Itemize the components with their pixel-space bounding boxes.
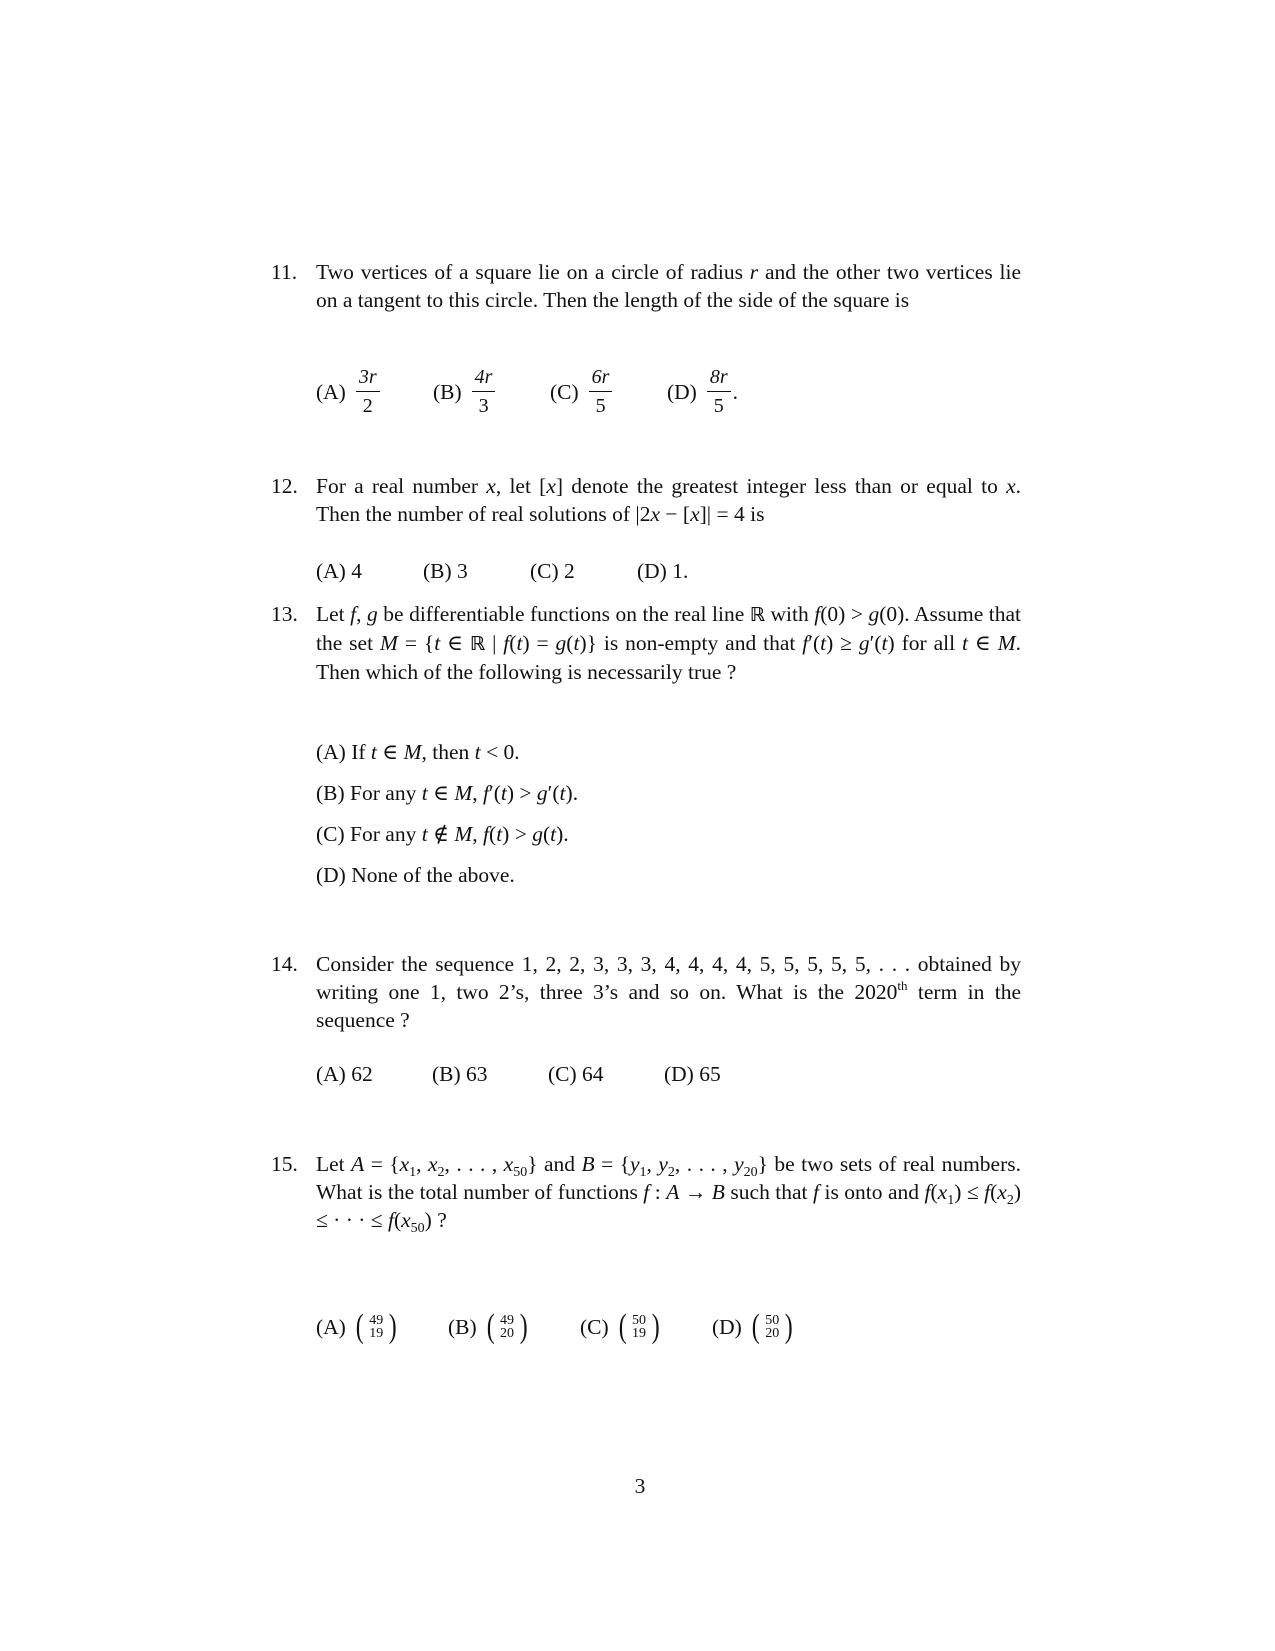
option-d[interactable]: (D) $\frac{8r}{5}$ . xyxy=(667,366,739,417)
question-number: 12. xyxy=(271,474,298,498)
option-c[interactable]: (C) 2 xyxy=(530,559,575,583)
option-d[interactable]: (D) None of the above. xyxy=(316,863,515,887)
option-c[interactable]: (C) For any t ∉ M, f(t) > g(t). xyxy=(316,822,569,846)
question-14 xyxy=(271,950,1021,1034)
option-d[interactable]: (D) 65 xyxy=(664,1062,721,1086)
question-number: 11. xyxy=(271,260,298,284)
fraction: $\frac{6r}{5}$ xyxy=(589,366,613,417)
question-number: 13. xyxy=(271,602,298,626)
question-text: Consider the sequence 1, 2, 2, 3, 3, 3, 4, 4, 4, 4, 5, 5, 5, 5, 5, . . . obtained by writing one 1, two 2’s, three 3’s and so on. What is the 2020th term in the sequence ? xyxy=(316,952,1021,1032)
question-number: 14. xyxy=(271,952,298,976)
question-11-options xyxy=(316,366,738,417)
binomial: ( 50 19 ) xyxy=(618,1308,660,1345)
question-text: Two vertices of a square lie on a circle of radius r and the other two vertices lie on a tangent to this circle. Then the length of the side of the square is xyxy=(316,260,1021,312)
option-d[interactable]: (D) 1. xyxy=(637,559,689,583)
question-13-options xyxy=(316,738,578,902)
option-b[interactable]: (B) For any t ∈ M, f′(t) > g′(t). xyxy=(316,781,579,805)
option-b[interactable]: (B) ( 49 20 ) xyxy=(448,1308,528,1345)
option-a[interactable]: (A) ( 49 19 ) xyxy=(316,1308,397,1345)
question-text: Let f, g be differentiable functions on the real line ℝ with f(0) > g(0). Assume that the set M = {t ∈ ℝ | f(t) = g(t)} is non-empty and that f′(t) ≥ g′(t) for all t ∈ M. Then which of the following is necessarily true ? xyxy=(316,602,1022,684)
page-number: 3 xyxy=(634,1474,646,1498)
option-a[interactable]: (A) If t ∈ M, then t < 0. xyxy=(316,740,520,764)
question-12-options xyxy=(316,557,688,585)
option-a[interactable]: (A) $\frac{3r}{2}$ xyxy=(316,366,433,417)
option-c[interactable]: (C) ( 50 19 ) xyxy=(580,1308,660,1345)
fraction: $\frac{8r}{5}$ xyxy=(707,366,731,417)
question-text: For a real number x, let [x] denote the greatest integer less than or equal to x. Then the number of real solutions of |2x − [x]| = 4 is xyxy=(316,474,1021,526)
option-c[interactable]: (C) $\frac{6r}{5}$ xyxy=(550,366,667,417)
question-14-options xyxy=(316,1060,721,1088)
question-text: Let $A = \{x_1$, $x_2$, . . . , $x_{50}$} and $B = \{y_1$, $y_2$, . . . , $y_{20}$} be two sets of real numbers. What is the total number of functions f : A → B such that f is onto and $f(x_1) \le f(x_2)$ ≤ · · · ≤ $f(x_{50})$ ? xyxy=(316,1152,1022,1236)
fraction: $\frac{4r}{3}$ xyxy=(472,366,496,417)
option-d[interactable]: (D) ( 50 20 ) xyxy=(712,1308,793,1345)
binomial: ( 49 19 ) xyxy=(355,1308,397,1345)
question-11 xyxy=(271,258,1021,314)
option-b[interactable]: (B) $\frac{4r}{3}$ xyxy=(433,366,550,417)
fraction: $\frac{3r}{2}$ xyxy=(356,366,380,417)
option-a[interactable]: (A) 62 xyxy=(316,1062,373,1086)
question-13 xyxy=(271,600,1021,686)
option-c[interactable]: (C) 64 xyxy=(548,1062,604,1086)
question-15-options xyxy=(316,1308,795,1345)
question-number: 15. xyxy=(271,1152,298,1176)
option-a[interactable]: (A) 4 xyxy=(316,559,362,583)
question-12 xyxy=(271,472,1021,528)
option-b[interactable]: (B) 3 xyxy=(423,559,468,583)
option-b[interactable]: (B) 63 xyxy=(432,1062,488,1086)
question-15 xyxy=(271,1150,1021,1234)
binomial: ( 49 20 ) xyxy=(486,1308,528,1345)
binomial: ( 50 20 ) xyxy=(751,1308,793,1345)
